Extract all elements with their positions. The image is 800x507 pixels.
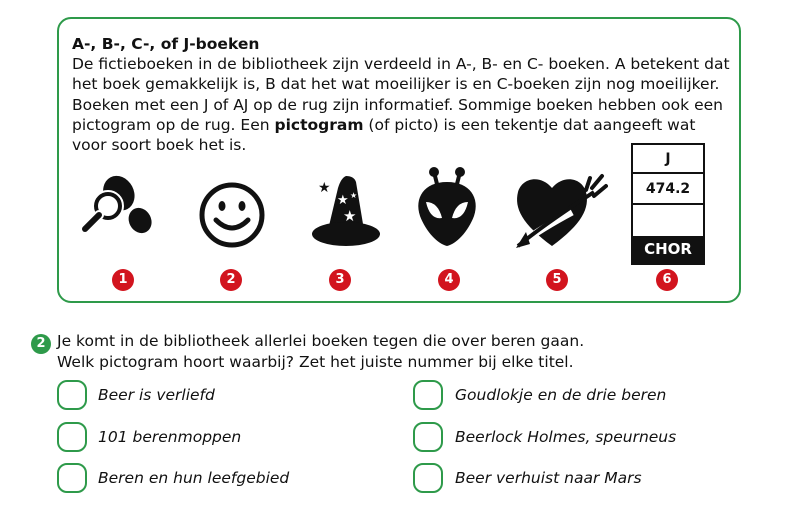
question-number: 2 (31, 334, 51, 354)
option-label: Beer is verliefd (98, 386, 215, 404)
wizard-hat-icon (308, 170, 382, 250)
icon-number-1: 1 (112, 269, 134, 291)
spine-code: 474.2 (633, 174, 703, 205)
answer-box-beer-is-verliefd[interactable] (57, 380, 87, 410)
svg-text:★: ★ (318, 180, 331, 196)
svg-text:★: ★ (337, 193, 349, 208)
option-label: Goudlokje en de drie beren (455, 386, 667, 404)
spine-author: CHOR (633, 236, 703, 263)
spine-category: J (633, 145, 703, 174)
icon-number-3: 3 (329, 269, 351, 291)
option-label: Beerlock Holmes, speurneus (455, 428, 677, 446)
answer-box-101-berenmoppen[interactable] (57, 422, 87, 452)
book-spine-label (631, 143, 705, 265)
icon-number-5: 5 (546, 269, 568, 291)
option-label: Beer verhuist naar Mars (455, 469, 642, 487)
answer-box-beer-verhuist[interactable] (413, 463, 443, 493)
question-line-1: Je komt in de bibliotheek allerlei boeken tegen die over beren gaan. (57, 332, 585, 350)
para-bold-term: pictogram (274, 115, 364, 134)
svg-text:★: ★ (350, 191, 358, 200)
detective-footprint-icon (80, 168, 160, 248)
para-text-1: De fictieboeken in de bibliotheek zijn verdeeld in A-, B- en C- boeken. A betekent dat het boek gemakkelijk is, B dat het wat moeilijker is en C-boeken zijn nog moeilijker. Boeken met een J of AJ op de rug zijn informatief. Sommige boeken hebben ook een pictogram op de rug. Een (72, 55, 730, 134)
option-label: 101 berenmoppen (98, 428, 242, 446)
para-text-2: (of picto) is een tekentje dat aangeeft wat voor soort boek het is. (72, 115, 696, 155)
icon-number-6: 6 (656, 269, 678, 291)
option-label: Beren en hun leefgebied (98, 469, 290, 487)
answer-box-beerlock-holmes[interactable] (413, 422, 443, 452)
answer-box-goudlokje[interactable] (413, 380, 443, 410)
info-title: A-, B-, C-, of J-boeken (72, 35, 260, 53)
question-text (57, 331, 584, 373)
alien-icon (412, 166, 482, 252)
question-line-2: Welk pictogram hoort waarbij? Zet het juiste nummer bij elke titel. (57, 353, 574, 371)
info-paragraph (72, 54, 732, 155)
smiley-icon (195, 178, 269, 252)
spine-empty (633, 205, 703, 236)
heart-arrow-icon (512, 168, 608, 254)
svg-text:★: ★ (343, 207, 357, 225)
answer-box-beren-en-hun-leefgebied[interactable] (57, 463, 87, 493)
icon-number-4: 4 (438, 269, 460, 291)
icon-number-2: 2 (220, 269, 242, 291)
